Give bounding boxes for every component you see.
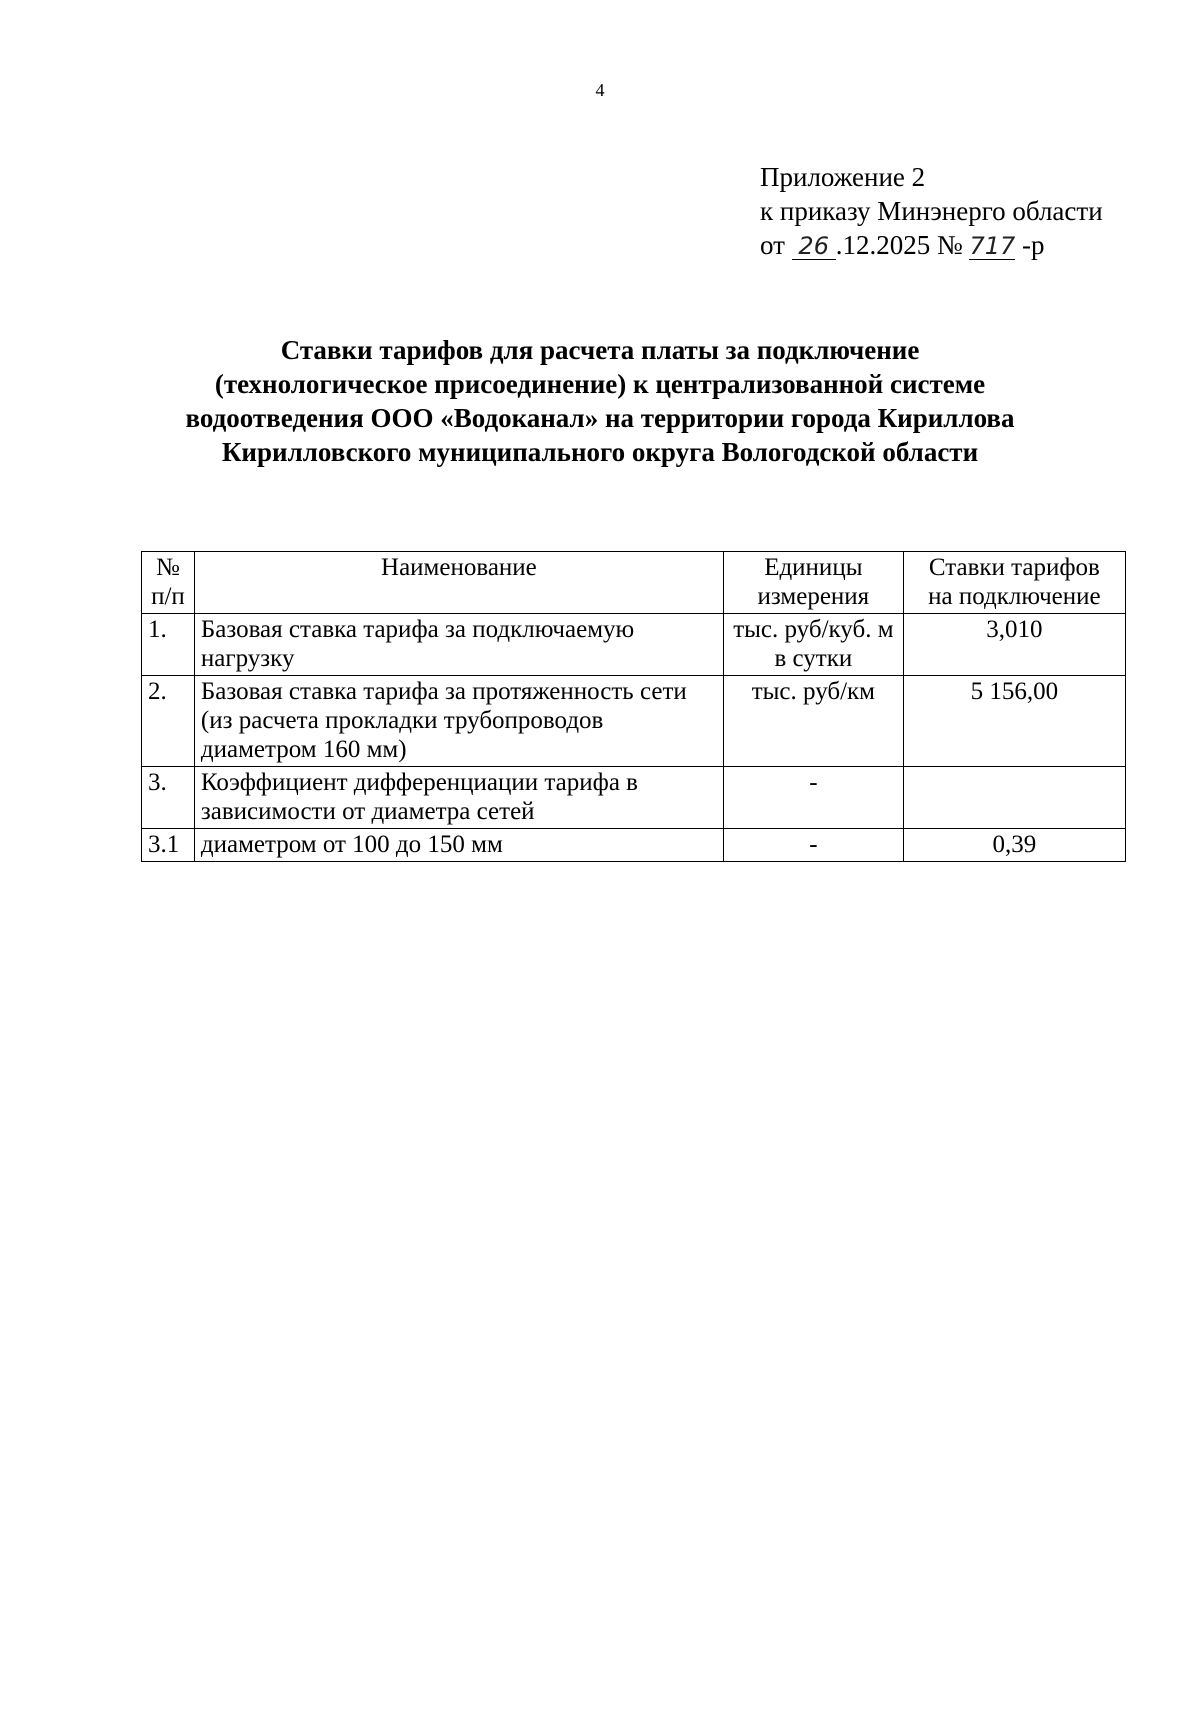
appendix-order-suffix: -р	[1022, 230, 1045, 260]
row-name: Коэффициент дифференциации тарифа в зависимости от диаметра сетей	[194, 767, 723, 829]
appendix-date-middle: .12.2025 №	[835, 230, 963, 260]
header-unit-line-1: Единицы	[764, 554, 863, 581]
row-num: 1.	[142, 614, 195, 676]
handwritten-order-number: 717	[969, 232, 1016, 260]
row-num: 3.1	[142, 829, 195, 862]
table-row	[142, 829, 1126, 862]
title-line-3: водоотведения ООО «Водоканал» на территории города Кириллова	[185, 403, 1015, 433]
row-name: Базовая ставка тарифа за подключаемую нагрузку	[194, 614, 723, 676]
title-line-1: Ставки тарифов для расчета платы за подключение	[280, 335, 920, 365]
row-rate: 3,010	[903, 614, 1125, 676]
row-unit: тыс. руб/км	[723, 676, 903, 767]
header-num-line-1: №	[156, 554, 180, 581]
row-unit: -	[723, 767, 903, 829]
row-unit: -	[723, 829, 903, 862]
row-num: 3.	[142, 767, 195, 829]
row-name: Базовая ставка тарифа за протяженность сети (из расчета прокладки трубопроводов диаметром 160 мм)	[194, 676, 723, 767]
row-rate	[903, 767, 1125, 829]
table-row	[142, 676, 1126, 767]
header-unit	[723, 552, 903, 614]
row-unit: тыс. руб/куб. м в сутки	[723, 614, 903, 676]
appendix-block	[760, 160, 1103, 262]
table-row	[142, 614, 1126, 676]
row-num: 2.	[142, 676, 195, 767]
document-title	[0, 333, 1200, 469]
header-rate-line-1: Ставки тарифов	[928, 554, 1100, 581]
header-num-line-2: п/п	[151, 583, 185, 610]
handwritten-date-day: 26	[792, 233, 836, 260]
page-number: 4	[595, 80, 605, 100]
appendix-title: Приложение 2	[760, 162, 926, 192]
appendix-date-prefix: от	[760, 230, 785, 260]
header-name: Наименование	[194, 552, 723, 614]
title-line-4: Кирилловского муниципального округа Вологодской области	[221, 437, 979, 467]
header-rate-line-2: на подключение	[928, 583, 1101, 610]
appendix-order-date-line	[760, 228, 1103, 262]
header-unit-line-2: измерения	[757, 583, 870, 610]
header-num	[142, 552, 195, 614]
appendix-order-ref: к приказу Минэнерго области	[760, 196, 1103, 226]
table-row	[142, 767, 1126, 829]
row-name: диаметром от 100 до 150 мм	[194, 829, 723, 862]
table-header-row	[142, 552, 1126, 614]
title-line-2: (технологическое присоединение) к централизованной системе	[214, 369, 986, 399]
row-rate: 5 156,00	[903, 676, 1125, 767]
header-rate	[903, 552, 1125, 614]
tariff-table	[141, 551, 1126, 862]
row-rate: 0,39	[903, 829, 1125, 862]
